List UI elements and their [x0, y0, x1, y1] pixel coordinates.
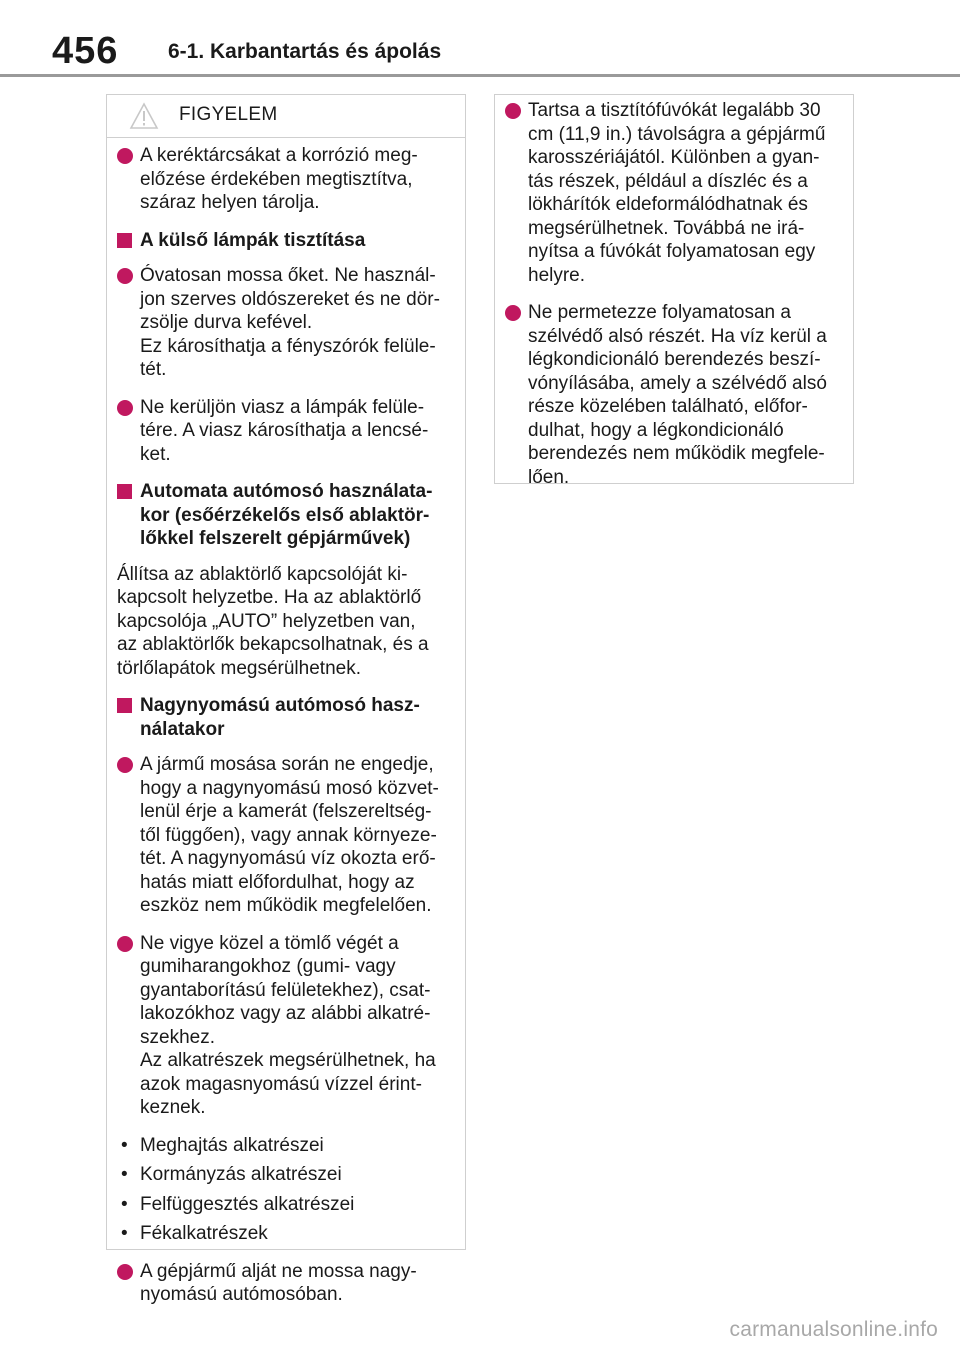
paragraph-wash-lights: Óvatosan mossa őket. Ne használ- jon szerves oldószereket és ne dör- zsölje durva kefével. Ez károsíthatja a fényszórók felüle- tét. [117, 264, 451, 382]
warning-title: FIGYELEM [179, 104, 278, 125]
list-item: • Meghajtás alkatrészei [121, 1134, 324, 1156]
bullet-dot [117, 268, 133, 284]
list-item: • Fékalkatrészek [121, 1223, 268, 1244]
warning-triangle-icon [129, 102, 159, 130]
bullet-dot [117, 148, 133, 164]
square-bullet [117, 484, 132, 499]
paragraph-camera: A jármű mosása során ne engedje, hogy a nagynyomású mosó közvet- lenül érje a kamerát (felszereltség- től függően), vagy annak környeze- tét. A nagynyomású víz okozta erő- hatás miatt előfordulhat, hogy az eszköz nem működik megfelelően. [117, 753, 451, 918]
paragraph-wheel-storage: A keréktárcsákat a korrózió meg- előzése érdekében megtisztítva, száraz helyen tárolja. [117, 144, 451, 215]
bullet-dot [505, 305, 521, 321]
subheading-exterior-lights: A külső lámpák tisztítása [117, 229, 451, 253]
paragraph-wiper-switch: Állítsa az ablaktörlő kapcsolóját ki- kapcsolt helyzetbe. Ha az ablaktörlő kapcsolója „AUTO” helyzetben van, az ablaktörlők bekapcsolhatnak, és a törlőlapátok megsérülhetnek. [117, 563, 429, 679]
header-divider [0, 74, 960, 77]
bullet-dot [117, 1264, 133, 1280]
paragraph-nozzle-distance: Tartsa a tisztítófúvókát legalább 30 cm (11,9 in.) távolságra a gépjármű karosszériájától. Különben a gyan- tás részek, például a díszléc és a lökhárítók eldeformálódhatnak és megsérülhetnek. Továbbá ne irá- nyítsa a fúvókát folyamatosan egy helyre. [505, 99, 839, 287]
paragraph-windshield: Ne permetezze folyamatosan a szélvédő alsó részét. Ha víz kerül a légkondicionáló berendezés beszí- vónyílásába, amely a szélvédő alsó része közelében található, előfor- dulhat, hogy a légkondicionáló berendezés nem működik megfele- lően. [505, 301, 839, 489]
warning-left-content [107, 138, 465, 1307]
watermark: carmanualsonline.info [729, 1318, 938, 1341]
warning-right-content [495, 95, 853, 489]
page-header [0, 0, 960, 80]
square-bullet [117, 698, 132, 713]
paragraph-hose: Ne vigye közel a tömlő végét a gumiharangokhoz (gumi- vagy gyantaborítású felületekhez), csat- lakozókhoz vagy az alábbi alkatré- szekhez. Az alkatrészek megsérülhetnek, ha azok magasnyomású vízzel érint- keznek. [117, 932, 451, 1120]
warning-box-right [494, 94, 854, 488]
bullet-dot [117, 400, 133, 416]
warning-box-left [106, 94, 466, 1305]
warning-box-header [107, 95, 465, 138]
list-item: • Kormányzás alkatrészei [121, 1164, 342, 1185]
bullet-dot [117, 757, 133, 773]
square-bullet [117, 233, 132, 248]
paragraph-underbody: A gépjármű alját ne mossa nagy- nyomású autómosóban. [117, 1260, 451, 1307]
bullet-dot [117, 936, 133, 952]
page-number: 456 [52, 30, 119, 72]
list-item: • Felfüggesztés alkatrészei [121, 1193, 355, 1215]
subheading-automatic-carwash: Automata autómosó használata- kor (esőérzékelős első ablaktör- lőkkel felszerelt gépjárművek) [117, 480, 451, 551]
section-title: 6-1. Karbantartás és ápolás [168, 40, 442, 63]
bullet-dot [505, 103, 521, 119]
paragraph-no-wax: Ne kerüljön viasz a lámpák felüle- tére. A viasz károsíthatja a lencsé- ket. [117, 396, 451, 467]
subheading-high-pressure-wash: Nagynyomású autómosó hasz- nálatakor [117, 694, 451, 741]
